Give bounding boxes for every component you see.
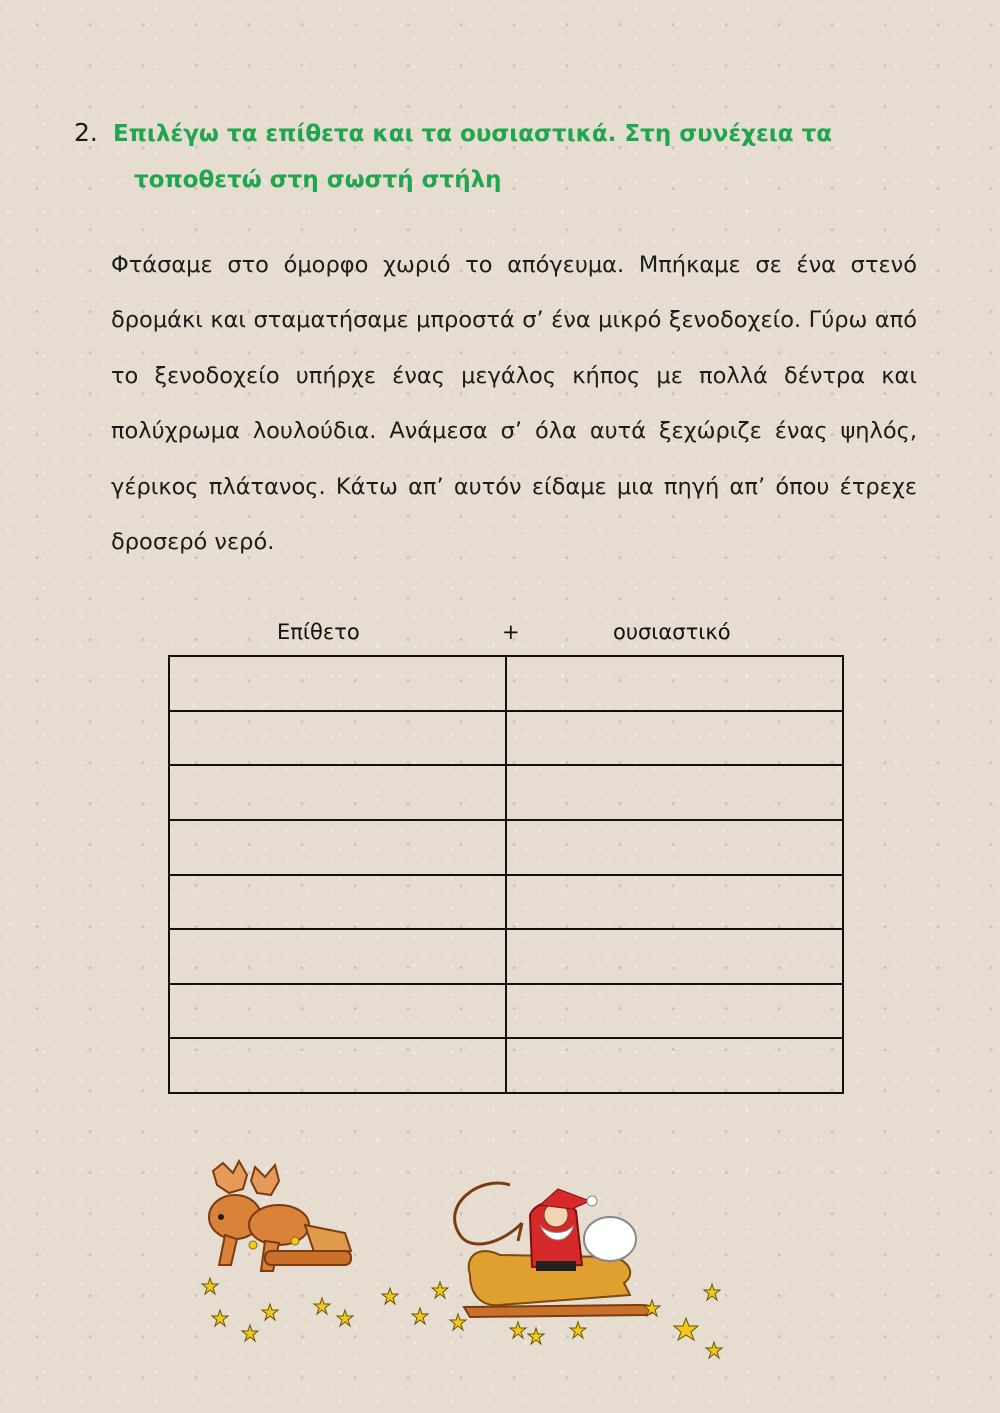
adjective-cell[interactable] [169, 765, 506, 820]
adjective-cell[interactable] [169, 820, 506, 875]
answer-table [168, 655, 844, 1094]
noun-cell[interactable] [506, 765, 843, 820]
adjective-cell[interactable] [169, 711, 506, 766]
task-instruction-line-1: Επιλέγω τα επίθετα και τα ουσιαστικά. Στη συνέχεια τα [113, 121, 833, 147]
table-row [169, 875, 843, 930]
reading-passage: Φτάσαμε στο όμορφο χωριό το απόγευμα. Μπήκαμε σε ένα στενό δρομάκι και σταματήσαμε μπροστά σ’ ένα μικρό ξενοδοχείο. Γύρω από το ξενοδοχείο υπήρχε ένας μεγάλος κήπος με πολλά δέντρα και πολύχρωμα λουλούδια. Ανάμεσα σ’ όλα αυτά ξεχώριζε ένας ψηλός, γέρικος πλάτανος. Κάτω απ’ αυτόν είδαμε μια πηγή απ’ όπου έτρεχε δροσερό νερό. [111, 252, 917, 556]
noun-cell[interactable] [506, 1038, 843, 1093]
table-row [169, 820, 843, 875]
table-row [169, 711, 843, 766]
task-number: 2. [74, 118, 98, 147]
noun-cell[interactable] [506, 711, 843, 766]
table-row [169, 984, 843, 1039]
column-header-adjective: Επίθετο [277, 620, 360, 644]
adjective-cell[interactable] [169, 875, 506, 930]
table-row [169, 765, 843, 820]
column-header-plus: + [502, 620, 520, 644]
noun-cell[interactable] [506, 656, 843, 711]
column-header-noun: ουσιαστικό [613, 620, 731, 644]
adjective-cell[interactable] [169, 929, 506, 984]
adjective-cell[interactable] [169, 656, 506, 711]
noun-cell[interactable] [506, 875, 843, 930]
task-instruction-line-2: τοποθετώ στη σωστή στήλη [134, 167, 502, 193]
table-row [169, 1038, 843, 1093]
noun-cell[interactable] [506, 984, 843, 1039]
adjective-cell[interactable] [169, 984, 506, 1039]
stars-icon [200, 1270, 730, 1360]
noun-cell[interactable] [506, 929, 843, 984]
table-row [169, 929, 843, 984]
adjective-cell[interactable] [169, 1038, 506, 1093]
noun-cell[interactable] [506, 820, 843, 875]
table-row [169, 656, 843, 711]
